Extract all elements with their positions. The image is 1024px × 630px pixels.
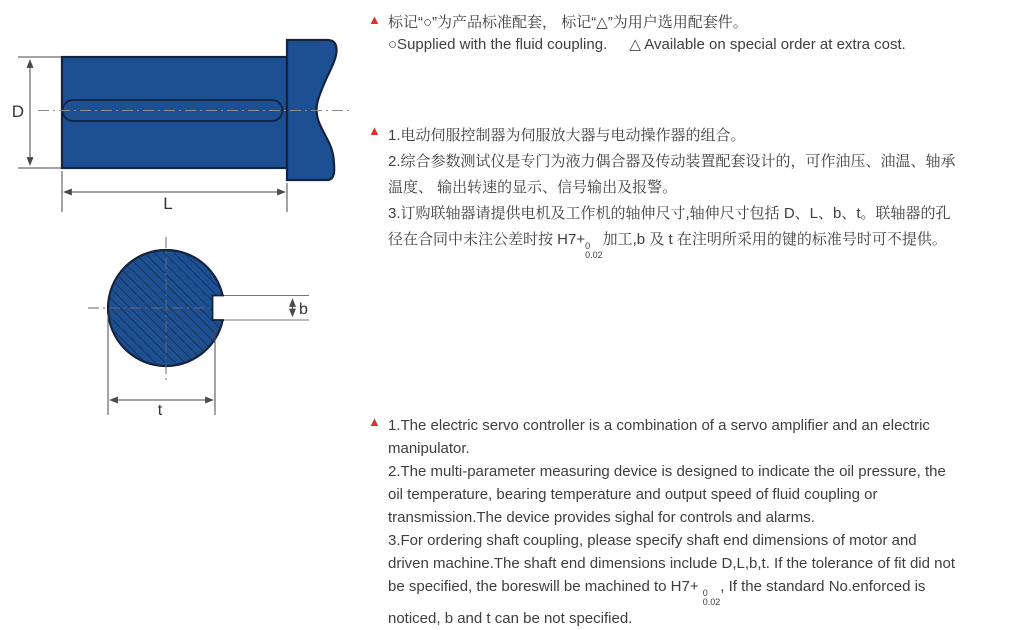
cn-note-2b: 温度、 输出转速的显示、信号输出及报警。 (388, 179, 678, 196)
label-D: D (11, 102, 24, 121)
legend-cn: 标记“○”为产品标准配套， 标记“△”为用户选用配套件。 (388, 14, 748, 31)
en-note-3d: noticed, b and t can be not specified. (388, 610, 633, 627)
tolerance-sub: 0.02 (702, 597, 721, 607)
en-note-2b: oil temperature, bearing temperature and output speed of fluid coupling or (388, 486, 878, 503)
tolerance-notation (585, 242, 603, 260)
legend-en-supplied: ○Supplied with the fluid coupling. (388, 36, 608, 53)
dimension-D (18, 57, 61, 168)
en-note-3: 3.For ordering shaft coupling, please specify shaft end dimensions of motor and (388, 532, 917, 549)
dimension-L (62, 171, 287, 212)
legend-en (388, 34, 1024, 56)
cn-note-3b-suffix: 加工,b 及 t 在注明所采用的键的标准号时可不提供。 (602, 231, 947, 248)
en-note-2c: transmission.The device provides sighal for controls and alarms. (388, 509, 815, 526)
tolerance-sub: 0.02 (585, 250, 603, 260)
en-note-1b: manipulator. (388, 440, 470, 457)
triangle-marker-icon: ▲ (368, 12, 381, 27)
triangle-marker-icon: ▲ (368, 123, 381, 138)
notes-chinese (368, 123, 1024, 260)
en-note-3c-prefix: be specified, the boreswill be machined to H7+ (388, 578, 703, 595)
tolerance-sup: 0 (585, 241, 591, 251)
cn-note-1: 1.电动伺服控制器为伺服放大器与电动操作器的组合。 (388, 127, 746, 144)
cn-note-3b (388, 227, 1024, 260)
triangle-marker-icon: ▲ (368, 414, 381, 429)
shaft-side-view (62, 57, 287, 168)
shaft-drawing (0, 0, 360, 430)
en-note-2: 2.The multi-parameter measuring device is designed to indicate the oil pressure, the (388, 463, 946, 480)
keyway-notch-cut (213, 296, 310, 321)
cn-note-3: 3.订购联轴器请提供电机及工作机的轴伸尺寸,轴伸尺寸包括 D、L、b、t。联轴器的孔 (388, 205, 951, 222)
en-note-3c-suffix: , If the standard No.enforced is (720, 578, 926, 595)
label-L: L (163, 194, 173, 213)
en-note-3c (388, 575, 1024, 607)
tolerance-sup: 0 (702, 588, 708, 598)
en-note-3b: driven machine.The shaft end dimensions include D,L,b,t. If the tolerance of fit did not (388, 555, 955, 572)
tolerance-notation (703, 589, 721, 607)
label-b: b (299, 301, 308, 318)
cn-note-3b-prefix: 径在合同中未注公差时按 H7+ (388, 231, 586, 248)
cn-note-2: 2.综合参数测试仪是专门为液力偶合器及传动装置配套设计的，可作油压、油温、轴承 (388, 153, 956, 170)
en-note-1: 1.The electric servo controller is a combination of a servo amplifier and an electric (388, 417, 930, 434)
legend-block (368, 12, 1024, 56)
notes-english (368, 414, 1024, 630)
legend-en-optional: △ Available on special order at extra cost. (629, 36, 906, 53)
label-t: t (157, 402, 163, 419)
